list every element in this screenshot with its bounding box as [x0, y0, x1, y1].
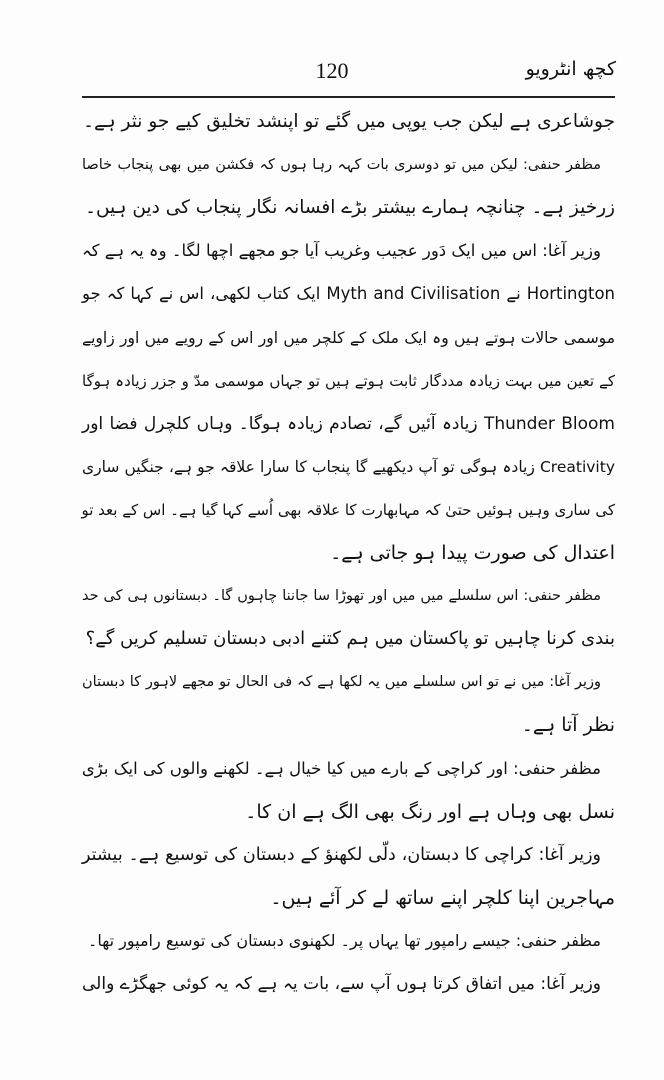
- text-line: زرخیز ہے۔ چنانچہ ہمارے بیشتر بڑے افسانہ نگار پنجاب کی دین ہیں۔: [85, 197, 615, 219]
- text-line: کے تعین میں بہت زیادہ مددگار ثابت ہوتے ہیں تو جہاں موسمی مدّ و جزر زیادہ ہوگا: [82, 371, 615, 390]
- text-line: Thunder Bloom زیادہ آئیں گے، تصادم زیادہ ہوگا۔ وہاں کلچرل فضا اور: [82, 413, 615, 434]
- text-line: مہاجرین اپنا کلچر اپنے ساتھ لے کر آئے ہیں۔: [270, 886, 615, 909]
- text-line: وزیر آغا: میں نے تو اس سلسلے میں یہ لکھا ہے کہ فی الحال تو مجھے لاہور کا دبستان: [82, 674, 601, 691]
- text-line: مظفر حنفی: جیسے رامپور تھا یہاں پر۔ لکھنوی دبستان کی توسیع رامپور تھا۔: [88, 930, 601, 950]
- text-line: وزیر آغا: کراچی کا دبستان، دلّی لکھنؤ کے دبستان کی توسیع ہے۔ بیشتر: [82, 844, 601, 865]
- header-rule: [82, 96, 615, 98]
- text-line: Hortington نے Myth and Civilisation ایک کتاب لکھی، اس نے کہا کہ جو: [82, 284, 616, 304]
- text-line: مظفر حنفی: اور کراچی کے بارے میں کیا خیال ہے۔ لکھنے والوں کی ایک بڑی: [81, 758, 601, 778]
- text-line: جوشاعری ہے لیکن جب یوپی میں گئے تو اپنشد تخلیق کیے جو نثر ہے۔: [83, 111, 615, 132]
- text-line: مظفر حنفی: لیکن میں تو دوسری بات کہہ رہا ہوں کہ فکشن میں بھی پنجاب خاصا: [82, 157, 601, 174]
- text-line: مظفر حنفی: اس سلسلے میں میں اور تھوڑا سا جاننا چاہوں گا۔ دبستانوں ہی کی حد: [82, 588, 601, 605]
- text-line: نسل بھی وہاں ہے اور رنگ بھی الگ ہے ان کا۔: [245, 800, 615, 823]
- text-line: وزیر آغا: اس میں ایک دَور عجیب وغریب آیا جو مجھے اچھا لگا۔ وہ یہ ہے کہ: [82, 241, 601, 261]
- text-line: کی ساری وہیں ہوئیں حتیٰ کہ مہابھارت کا علاقہ بھی اُسے کہا گیا ہے۔ اس کے بعد تو: [81, 500, 615, 519]
- text-line: Creativity زیادہ ہوگی تو آپ دیکھیے گا پنجاب کا سارا علاقہ جو ہے، جنگیں ساری: [82, 457, 615, 476]
- text-line: موسمی حالات ہوتے ہیں وہ ایک ملک کے کلچر میں اور اس کے رویے میں اور زاویے: [82, 328, 615, 347]
- running-title: کچھ انٹرویو: [525, 58, 616, 80]
- text-line: اعتدال کی صورت پیدا ہو جاتی ہے۔: [330, 542, 615, 564]
- page-number: 120: [315, 58, 349, 83]
- text-line: وزیر آغا: میں اتفاق کرتا ہوں آپ سے، بات یہ ہے کہ یہ کوئی جھگڑے والی: [82, 974, 601, 994]
- text-line: بندی کرنا چاہیں تو پاکستان میں ہم کتنے ادبی دبستان تسلیم کریں گے؟: [85, 628, 615, 650]
- text-line: نظر آتا ہے۔: [521, 714, 615, 737]
